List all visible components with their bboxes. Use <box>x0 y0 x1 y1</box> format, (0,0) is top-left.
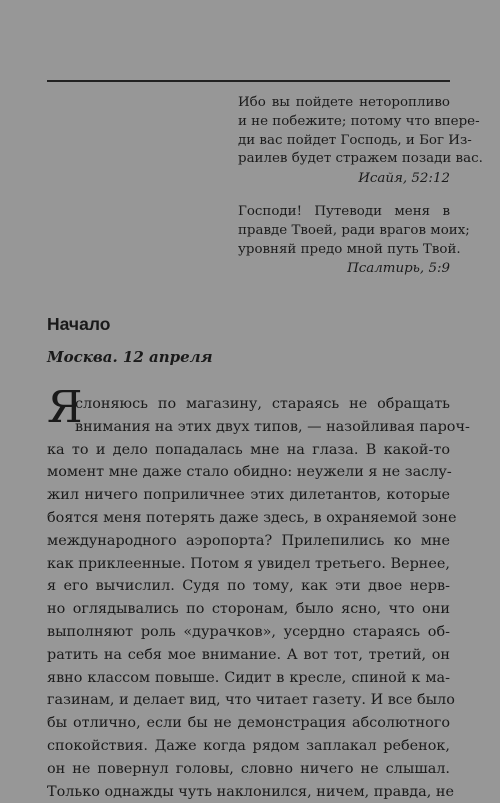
body-line: ка то и дело попадалась мне на глаза. В какой-то <box>47 441 450 458</box>
body-line: газинам, и делает вид, что читает газету. И все было <box>47 692 455 709</box>
body-line: Только однажды чуть наклонился, ничем, правда, не <box>47 783 454 800</box>
epigraph-psalm <box>238 203 470 279</box>
body-line: момент мне даже стало обидно: неужели я не заслу- <box>47 464 452 481</box>
body-line: но оглядывались по сторонам, было ясно, что они <box>47 601 450 618</box>
body-line: он не повернул головы, словно ничего не слышал. <box>47 760 450 777</box>
body-line: бы отлично, если бы не демонстрация абсолютного <box>47 715 450 732</box>
drop-cap: Я <box>47 382 83 433</box>
epigraph-line: раилев будет стражем позади вас. <box>238 151 483 167</box>
body-line: слоняюсь по магазину, стараясь не обращать <box>75 396 450 412</box>
epigraph-line: Ибо вы пойдете неторопливо <box>238 95 450 110</box>
body-line: внимания на этих двух типов, — назойливая пароч- <box>75 418 470 435</box>
epigraph-line: правде Твоей, ради врагов моих; <box>238 222 470 238</box>
top-rule-divider <box>47 80 450 82</box>
body-text <box>47 393 470 803</box>
body-line: боятся меня потерять даже здесь, в охраняемой зоне <box>47 509 457 526</box>
body-line: жил ничего поприличнее этих дилетантов, которые <box>47 487 450 504</box>
epigraph-line: Господи! Путеводи меня в <box>238 204 450 219</box>
epigraph-isaiah <box>238 94 483 189</box>
body-line: ратить на себя мое внимание. А вот тот, третий, он <box>47 646 450 663</box>
epigraph-line: и не побежите; потому что впере- <box>238 113 480 129</box>
epigraph-line: ди вас пойдет Господь, и Бог Из- <box>238 132 472 148</box>
body-line: спокойствия. Даже когда рядом заплакал ребенок, <box>47 737 450 754</box>
body-line: явно классом повыше. Сидит в кресле, спиной к ма- <box>47 669 450 686</box>
epigraph-line: уровняй предо мной путь Твой. <box>238 241 461 257</box>
body-line: выполняют роль «дурачков», усердно стараясь об- <box>47 623 450 640</box>
epigraph-source: Исайя, 52:12 <box>358 171 450 187</box>
body-line: как приклеенные. Потом я увидел третьего. Вернее, <box>47 555 450 572</box>
epigraph-source: Псалтирь, 5:9 <box>347 261 450 277</box>
chapter-place-date: Москва. 12 апреля <box>47 348 213 366</box>
chapter-title: Начало <box>47 314 111 334</box>
body-line: я его вычислил. Судя по тому, как эти двое нерв- <box>47 578 450 595</box>
body-line: международного аэропорта? Прилепились ко мне <box>47 532 450 549</box>
